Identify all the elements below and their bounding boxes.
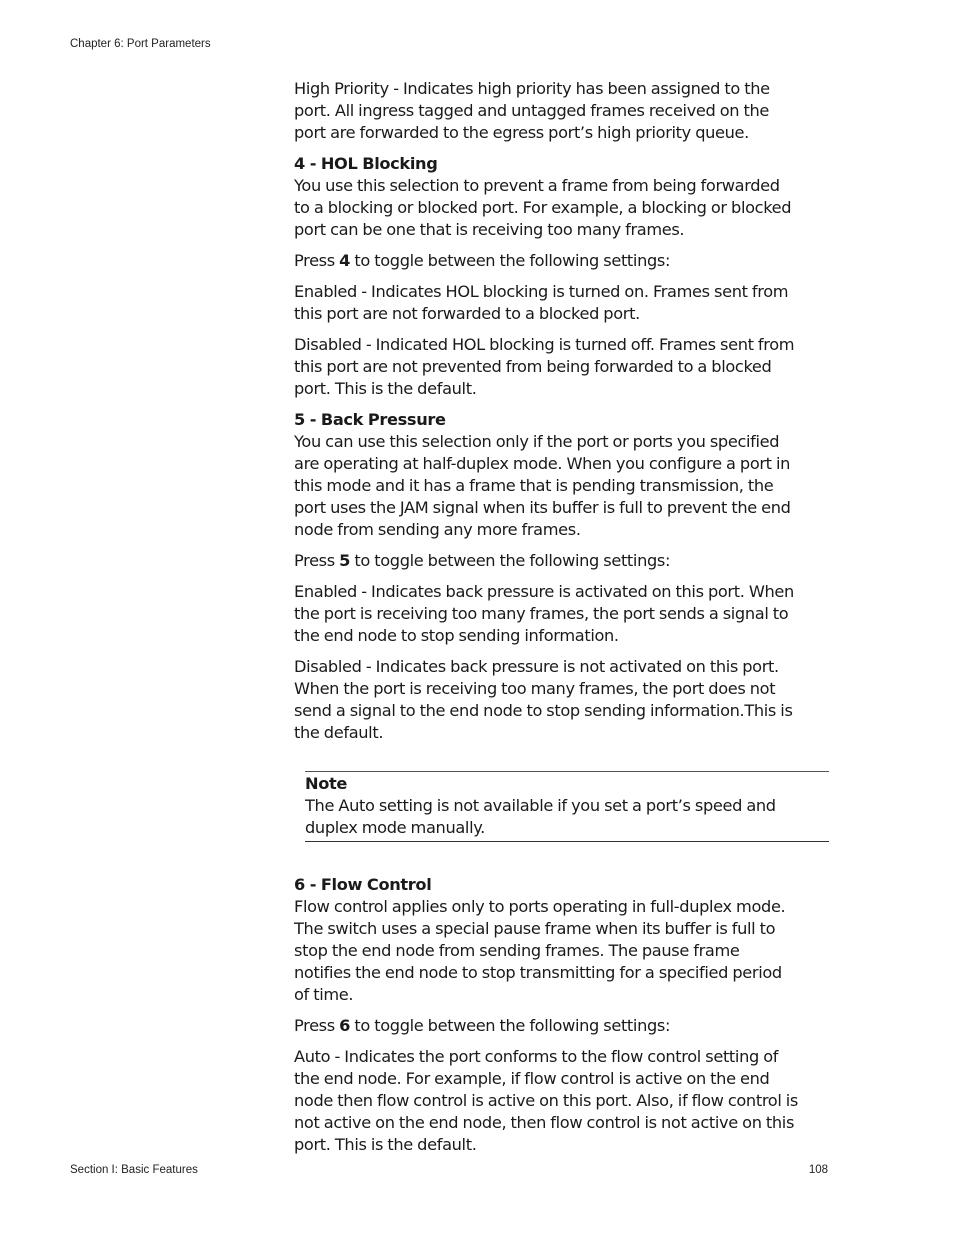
- hol-disabled-setting: Disabled - Indicated HOL blocking is turned off. Frames sent from this port are not prevented from being forwarded to a blocked port. This is the default.: [294, 335, 795, 398]
- hol-enabled-setting: Enabled - Indicates HOL blocking is turned on. Frames sent from this port are not forwarded to a blocked port.: [294, 282, 789, 323]
- high-priority-paragraph: High Priority - Indicates high priority has been assigned to the port. All ingress tagged and untagged frames received on the port are forwarded to the egress port’s high priority queue.: [294, 79, 770, 142]
- press-text: Press: [294, 1016, 340, 1035]
- page-number: 108: [808, 1164, 828, 1176]
- note-box: [305, 771, 829, 842]
- press-text: to toggle between the following settings:: [350, 551, 671, 570]
- back-pressure-intro: You can use this selection only if the port or ports you specified are operating at half-duplex mode. When you configure a port in this mode and it has a frame that is pending transmission, the port uses the JAM signal when its buffer is full to prevent the end node from sending any more frames.: [294, 432, 791, 539]
- running-footer-section: Section I: Basic Features: [70, 1164, 198, 1176]
- key-label: 4: [339, 251, 351, 270]
- flow-control-auto-setting: Auto - Indicates the port conforms to the flow control setting of the end node. For example, if flow control is active on the end node then flow control is active on this port. Also, if flow control is not active on the end node, then flow control is not active on this port. This is the default.: [294, 1047, 799, 1154]
- press-text: to toggle between the following settings:: [350, 251, 671, 270]
- back-pressure-enabled-setting: Enabled - Indicates back pressure is activated on this port. When the port is receiving too many frames, the port sends a signal to the end node to stop sending information.: [294, 582, 794, 645]
- key-label: 5: [339, 551, 351, 570]
- note-text: The Auto setting is not available if you set a port’s speed and duplex mode manually.: [305, 796, 776, 837]
- back-pressure-heading: 5 - Back Pressure: [294, 410, 446, 429]
- press-text: to toggle between the following settings:: [350, 1016, 671, 1035]
- hol-blocking-intro: You use this selection to prevent a frame from being forwarded to a blocking or blocked port. For example, a blocking or blocked port can be one that is receiving too many frames.: [294, 176, 792, 239]
- press-text: Press: [294, 251, 340, 270]
- note-title: Note: [305, 774, 347, 793]
- flow-control-heading: 6 - Flow Control: [294, 875, 432, 894]
- hol-blocking-heading: 4 - HOL Blocking: [294, 154, 438, 173]
- back-pressure-disabled-setting: Disabled - Indicates back pressure is not activated on this port. When the port is receiving too many frames, the port does not send a signal to the end node to stop sending information.This is the default.: [294, 657, 793, 742]
- flow-control-press-instruction: [294, 1015, 799, 1037]
- key-label: 6: [339, 1016, 351, 1035]
- page-body: [294, 78, 799, 1165]
- running-header: Chapter 6: Port Parameters: [70, 38, 211, 50]
- flow-control-intro: Flow control applies only to ports operating in full-duplex mode. The switch uses a special pause frame when its buffer is full to stop the end node from sending frames. The pause frame notifies the end node to stop transmitting for a specified period of time.: [294, 897, 786, 1004]
- hol-press-instruction: [294, 250, 799, 272]
- press-text: Press: [294, 551, 340, 570]
- back-pressure-press-instruction: [294, 550, 799, 572]
